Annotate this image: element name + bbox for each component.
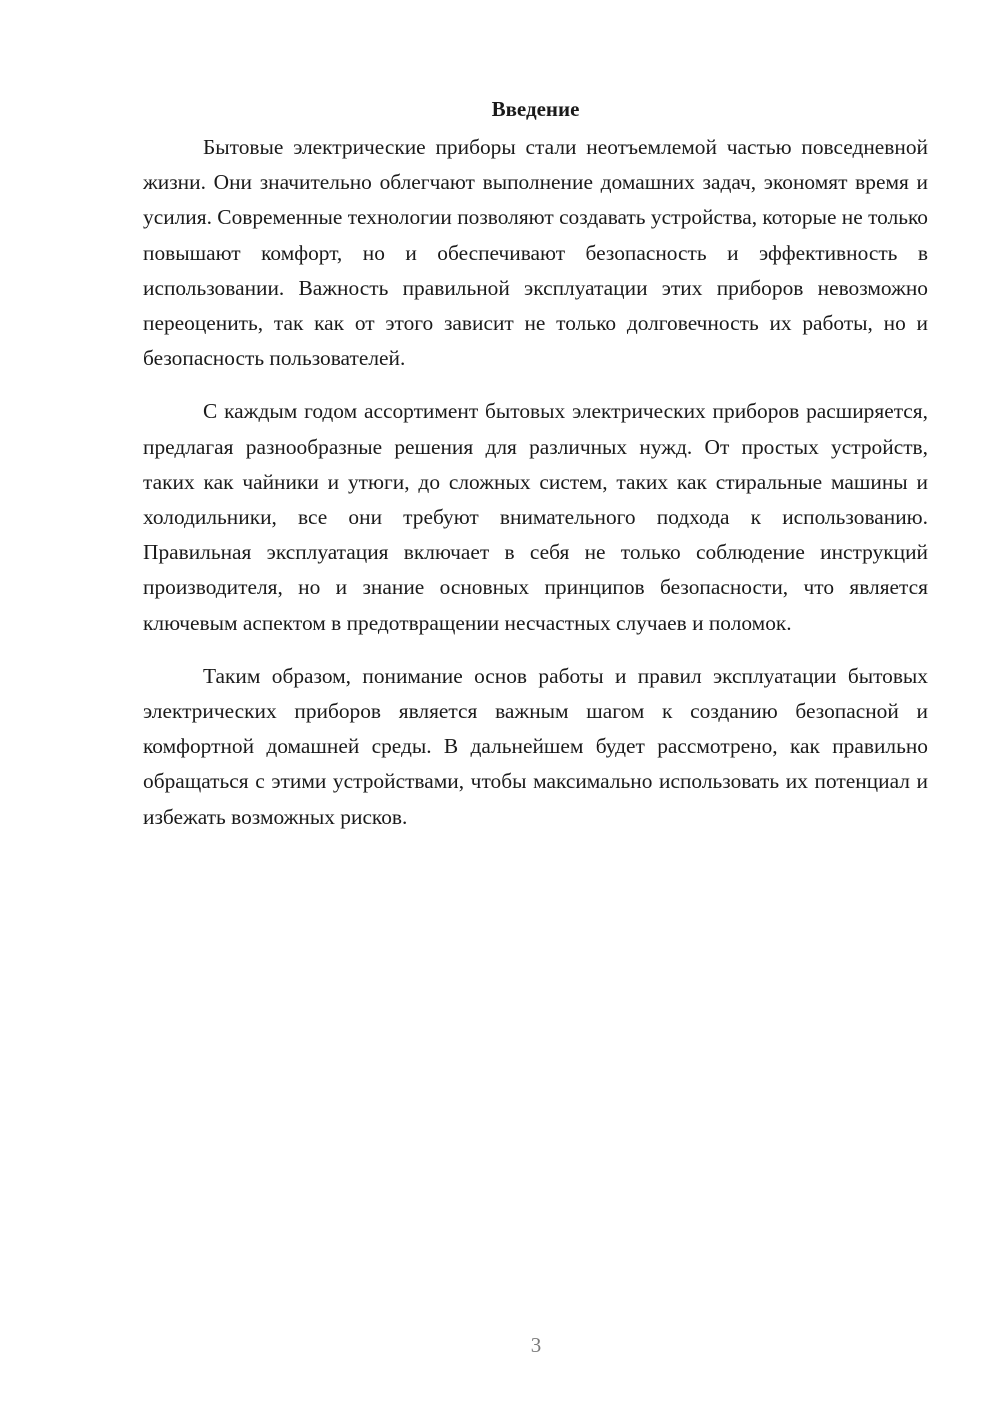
paragraph-3: Таким образом, понимание основ работы и правил эксплуатации бытовых электрических приборов является важным шагом к созданию безопасной и комфортной домашней среды. В дальнейшем будет рассмотрено, как правильно обращаться с этими устройствами, чтобы максимально использовать их потенциал и избежать возможных рисков. <box>143 663 928 829</box>
paragraph-2: С каждым годом ассортимент бытовых электрических приборов расширяется, предлагая разнообразные решения для различных нужд. От простых устройств, таких как чайники и утюги, до сложных систем, таких как стиральные машины и холодильники, все они требуют внимательного подхода к использованию. Правильная эксплуатация включает в себя не только соблюдение инструкций производителя, но и знание основных принципов безопасности, что является ключевым аспектом в предотвращении несчастных случаев и поломок. <box>143 399 928 635</box>
paragraph-1: Бытовые электрические приборы стали неотъемлемой частью повседневной жизни. Они значительно облегчают выполнение домашних задач, экономят время и усилия. Современные технологии позволяют создавать устройства, которые не только повышают комфорт, но и обеспечивают безопасность и эффективность в использовании. Важность правильной эксплуатации этих приборов невозможно переоценить, так как от этого зависит не только долговечность их работы, но и безопасность пользователей. <box>143 135 928 371</box>
section-heading: Введение <box>491 97 580 121</box>
page-number: 3 <box>530 1333 542 1357</box>
page-content <box>143 92 928 853</box>
